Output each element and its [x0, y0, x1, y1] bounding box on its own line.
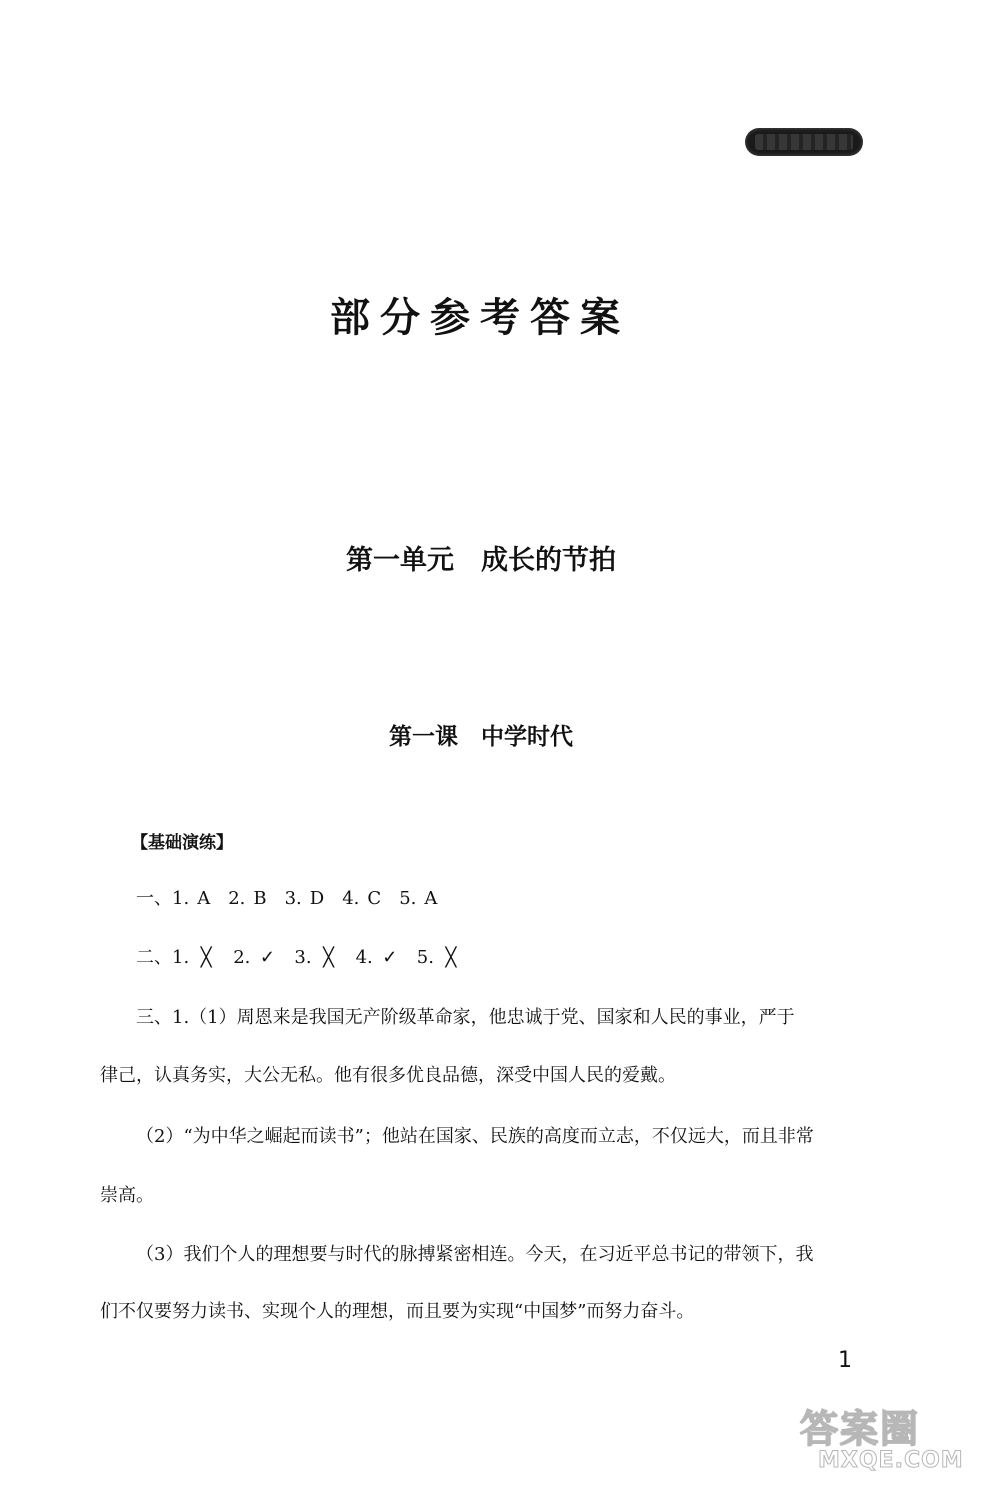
- answer-row-part2: [136, 946, 478, 970]
- check-mark-icon: ✓: [259, 947, 275, 968]
- answer-text-line: （2）“为中华之崛起而读书”；他站在国家、民族的高度而立志，不仅远大，而且非常: [136, 1126, 814, 1147]
- answer-item: 2. B: [228, 888, 267, 909]
- answer-item: 1. A: [172, 888, 211, 909]
- watermark: [800, 1398, 985, 1478]
- answer-item: 1. ╳: [172, 946, 215, 970]
- check-mark-icon: ✓: [382, 947, 398, 968]
- answer-item: 3. ╳: [294, 946, 337, 970]
- answer-text-line: 们不仅要努力读书、实现个人的理想，而且要为实现“中国梦”而努力奋斗。: [100, 1301, 695, 1322]
- answer-item: 5. A: [399, 888, 438, 909]
- watermark-url: MXQE.COM: [818, 1448, 964, 1473]
- part2-prefix: 二、: [136, 947, 172, 968]
- watermark-logo-text: 答案圈: [800, 1407, 921, 1451]
- page-title: 部分参考答案: [330, 295, 630, 341]
- answer-text-line: 三、1.（1）周恩来是我国无产阶级革命家，他忠诚于党、国家和人民的事业，严于: [136, 1007, 795, 1028]
- answer-item: 4. C: [342, 888, 382, 909]
- header-badge-pattern: [755, 134, 853, 150]
- cross-mark-icon: ╳: [200, 947, 212, 968]
- lesson-title: 第一课 中学时代: [389, 724, 573, 750]
- answer-row-part1: [136, 887, 455, 911]
- answer-item: 2. ✓: [233, 947, 275, 968]
- unit-title: 第一单元 成长的节拍: [346, 545, 616, 576]
- answer-item: 5. ╳: [417, 946, 460, 970]
- answer-text-line: 律己，认真务实，大公无私。他有很多优良品德，深受中国人民的爱戴。: [100, 1065, 676, 1086]
- answer-text-line: （3）我们个人的理想要与时代的脉搏紧密相连。今天，在习近平总书记的带领下，我: [136, 1244, 814, 1265]
- section-label: 【基础演练】: [131, 833, 233, 853]
- cross-mark-icon: ╳: [323, 947, 334, 968]
- answer-text-line: 崇高。: [100, 1185, 154, 1206]
- page-number: 1: [838, 1348, 852, 1373]
- header-badge: [745, 128, 863, 156]
- answer-item: 3. D: [284, 888, 325, 909]
- answer-item: 4. ✓: [355, 947, 398, 968]
- part1-prefix: 一、: [136, 888, 172, 909]
- cross-mark-icon: ╳: [445, 947, 457, 968]
